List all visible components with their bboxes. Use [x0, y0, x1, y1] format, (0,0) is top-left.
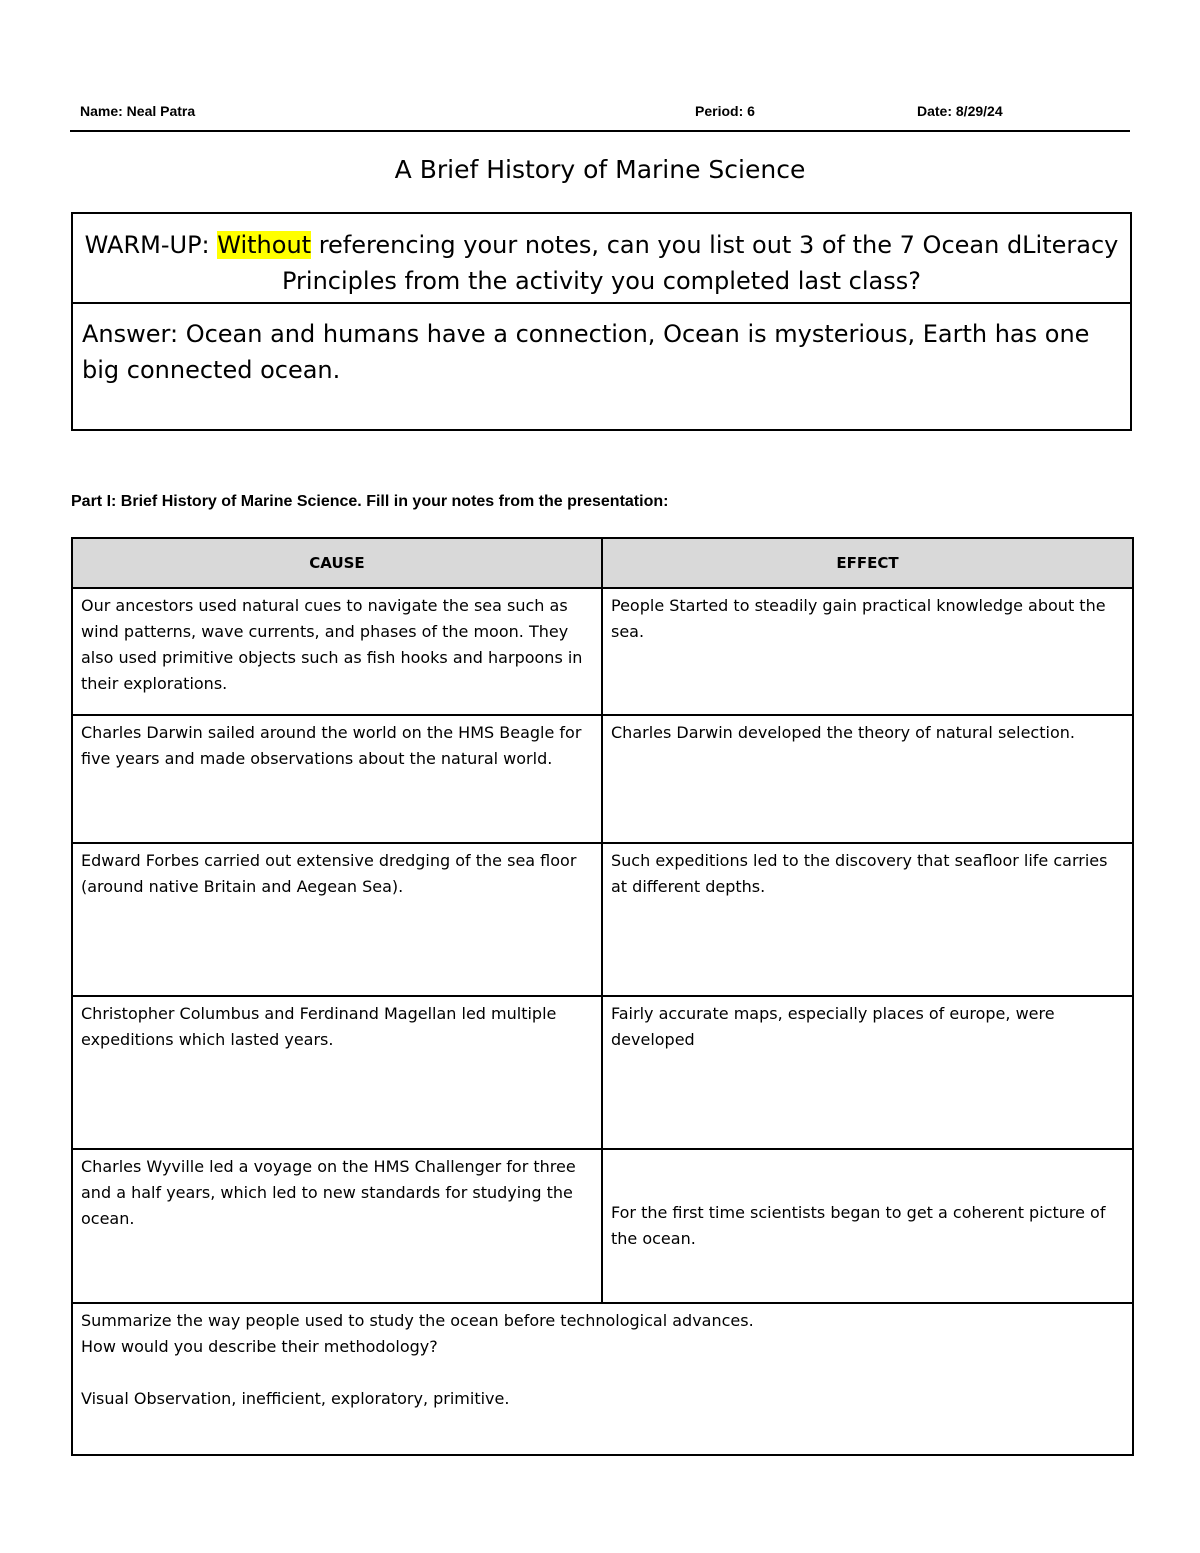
- warmup-prefix: WARM-UP:: [84, 231, 218, 259]
- summary-answer[interactable]: Visual Observation, inefficient, exploratory, primitive.: [81, 1389, 510, 1408]
- cause-cell[interactable]: Edward Forbes carried out extensive dredging of the sea floor (around native Britain and Aegean Sea).: [72, 843, 602, 996]
- warmup-question-rest: referencing your notes, can you list out 3 of the 7 Ocean dLiteracy Principles from the activity you completed last class?: [282, 231, 1119, 295]
- cause-cell[interactable]: Charles Wyville led a voyage on the HMS Challenger for three and a half years, which led to new standards for studying the ocean.: [72, 1149, 602, 1303]
- effect-column-header: EFFECT: [602, 538, 1133, 588]
- table-row: [72, 715, 1133, 843]
- summary-prompt: Summarize the way people used to study the ocean before technological advances.: [81, 1311, 754, 1330]
- warmup-highlight: Without: [217, 231, 312, 259]
- class-period: Period: 6: [695, 103, 755, 119]
- table-row: [72, 1149, 1133, 1303]
- table-header-row: [72, 538, 1133, 588]
- warmup-answer[interactable]: Answer: Ocean and humans have a connection, Ocean is mysterious, Earth has one big connected ocean.: [82, 320, 1090, 384]
- cause-cell[interactable]: Our ancestors used natural cues to navigate the sea such as wind patterns, wave currents, and phases of the moon. They also used primitive objects such as fish hooks and harpoons in their explorations.: [72, 588, 602, 715]
- summary-cell[interactable]: [72, 1303, 1133, 1455]
- student-name: Name: Neal Patra: [80, 103, 196, 119]
- cause-effect-table: [71, 537, 1134, 1456]
- summary-spacer: [81, 1360, 1124, 1386]
- worksheet-date: Date: 8/29/24: [917, 103, 1003, 119]
- methodology-prompt: How would you describe their methodology?: [81, 1337, 438, 1356]
- effect-cell[interactable]: Charles Darwin developed the theory of natural selection.: [602, 715, 1133, 843]
- effect-cell[interactable]: For the first time scientists began to get a coherent picture of the ocean.: [602, 1149, 1133, 1303]
- effect-cell[interactable]: Fairly accurate maps, especially places of europe, were developed: [602, 996, 1133, 1149]
- warmup-question: [73, 214, 1130, 304]
- header-divider: [70, 130, 1130, 132]
- cause-cell[interactable]: Charles Darwin sailed around the world on the HMS Beagle for five years and made observations about the natural world.: [72, 715, 602, 843]
- warmup-box: [71, 212, 1132, 431]
- effect-cell[interactable]: People Started to steadily gain practical knowledge about the sea.: [602, 588, 1133, 715]
- cause-column-header: CAUSE: [72, 538, 602, 588]
- worksheet-header: [80, 103, 1130, 123]
- page-title: A Brief History of Marine Science: [394, 155, 806, 184]
- table-row: [72, 843, 1133, 996]
- effect-cell[interactable]: Such expeditions led to the discovery that seafloor life carries at different depths.: [602, 843, 1133, 996]
- cause-cell[interactable]: Christopher Columbus and Ferdinand Magellan led multiple expeditions which lasted years.: [72, 996, 602, 1149]
- summary-row: [72, 1303, 1133, 1455]
- table-row: [72, 588, 1133, 715]
- part-one-heading: Part I: Brief History of Marine Science. Fill in your notes from the presentation:: [71, 493, 669, 510]
- table-row: [72, 996, 1133, 1149]
